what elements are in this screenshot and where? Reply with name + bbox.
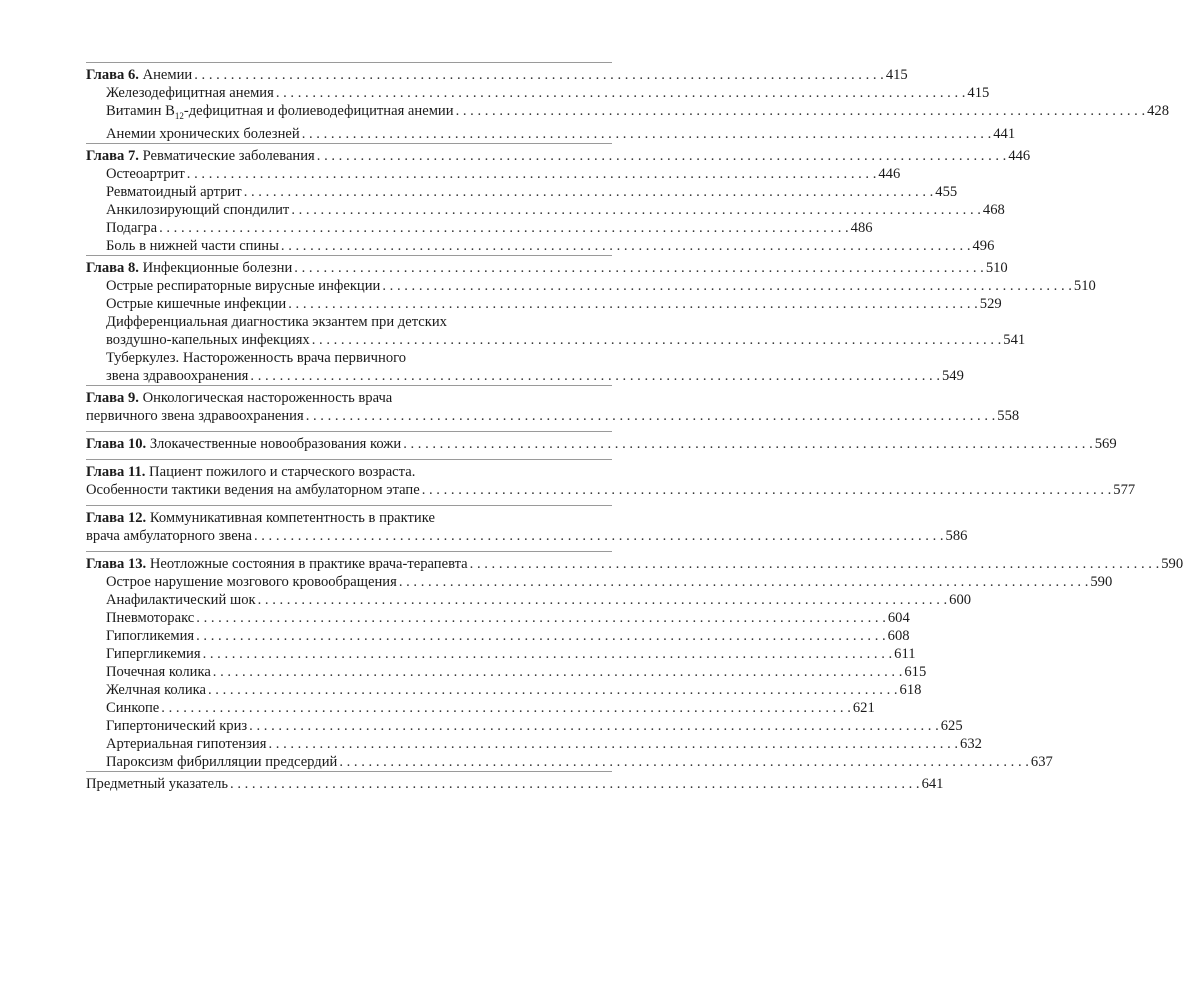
entry-title-part: Витамин B [106,103,175,119]
entry-title: Острые кишечные инфекции [106,295,287,312]
chapter-title-line-2: Особенности тактики ведения на амбулаторном этапе [86,481,420,498]
entry-title-line-2: звена здравоохранения [106,367,249,384]
entry-title: Ревматоидный артрит [106,183,242,200]
entry-title: Анемии хронических болезней [106,125,300,142]
toc-entry[interactable] [86,349,964,385]
page-number: 637 [1030,753,1053,770]
page-number: 590 [1161,555,1183,572]
entry-title: Подагра [106,219,158,236]
page-number: 428 [1147,103,1170,119]
chapter-9[interactable] [86,385,1020,431]
toc-entry[interactable] [86,201,1005,219]
entry-title: Острое нарушение мозгового кровообращения [106,573,397,590]
entry-title-line-1: Дифференциальная диагностика экзантем при детских [106,313,447,330]
page-number: 632 [960,735,982,752]
entry-title: Боль в нижней части спины [106,237,279,254]
page-number: 600 [949,591,972,608]
entry-title: Почечная колика [106,663,211,680]
page-number: 446 [1008,147,1031,164]
page-number: 468 [982,201,1005,218]
toc-entry[interactable] [86,125,1016,143]
toc-entry[interactable] [86,753,1053,771]
entry-title: Анафилактический шок [106,591,256,608]
chapter-number: Глава 10. [86,435,147,452]
page-number: 441 [993,125,1016,142]
chapter-number: Глава 12. [86,509,147,526]
chapter-number: Глава 6. [86,67,139,83]
chapter-title-line-1: Онкологическая настороженность врача [142,389,393,406]
page-number: 569 [1094,435,1117,452]
entry-title: Пароксизм фибрилляции предсердий [106,753,338,770]
toc-entry[interactable] [86,645,916,663]
entry-title-line-2: воздушно-капельных инфекциях [106,331,310,348]
entry-title: Пневмоторакс [106,609,195,626]
toc-entry[interactable] [86,735,982,753]
entry-title: Остеоартрит [106,165,185,182]
entry-title: Артериальная гипотензия [106,735,267,752]
chapter-number: Глава 13. [86,555,147,572]
toc-entry[interactable] [86,313,1026,349]
page-number: 486 [850,219,873,236]
entry-title: Желчная колика [106,681,206,698]
page-number: 621 [852,699,875,716]
toc-entry[interactable] [86,219,873,237]
subject-index[interactable] [86,771,944,793]
page-number: 510 [985,259,1008,276]
toc-entry[interactable] [86,609,910,627]
entry-title: Анкилозирующий спондилит [106,201,290,218]
toc-entry[interactable] [86,84,990,102]
subscript: 12 [174,110,184,121]
index-title: Предметный указатель [86,775,229,792]
entry-title-line-1: Туберкулез. Настороженность врача первичного [106,349,407,366]
toc-entry[interactable] [86,237,995,255]
page-number: 541 [1003,331,1026,348]
chapter-title-line-1: Коммуникативная компетентность в практике [149,509,435,526]
toc-entry[interactable] [86,183,958,201]
entry-title: Гипергликемия [106,645,201,662]
chapter-number: Глава 9. [86,389,139,406]
page-number: 415 [967,85,990,101]
page-number: 608 [887,627,910,644]
chapter-13 [86,551,1183,771]
chapter-number: Глава 11. [86,463,146,480]
page-number: 604 [887,609,910,626]
chapter-title: Неотложные состояния в практике врача-терапевта [149,555,468,572]
chapter-7 [86,143,1031,255]
toc-entry[interactable] [86,573,1113,591]
chapter-title-line-2: врача амбулаторного звена [86,527,252,544]
page-number: 455 [935,183,958,200]
page-number: 446 [878,165,901,182]
chapter-title: Злокачественные новообразования кожи [149,435,402,452]
entry-title: Железодефицитная анемия [106,85,274,101]
page-number: 586 [945,527,968,544]
page-number: 611 [894,645,916,662]
page-number: 496 [972,237,995,254]
toc-entry[interactable] [86,591,972,609]
page-number: 590 [1090,573,1113,590]
toc-entry[interactable] [86,681,922,699]
toc-entry[interactable] [86,165,901,183]
chapter-title-line-2: первичного звена здравоохранения [86,407,304,424]
toc-entry[interactable] [86,699,875,717]
toc-entry[interactable] [86,627,910,645]
chapter-title: Ревматические заболевания [142,147,315,164]
chapter-heading[interactable] [86,66,908,84]
page-number: 577 [1113,481,1136,498]
entry-title: Гипогликемия [106,627,195,644]
toc-entry[interactable] [86,717,963,735]
table-of-contents [86,62,1183,793]
entry-title: Гипертонический криз [106,717,248,734]
chapter-11[interactable] [86,459,1136,505]
chapter-8 [86,255,1096,385]
chapter-number: Глава 8. [86,259,139,276]
chapter-6 [86,62,1170,143]
page-number: 510 [1073,277,1096,294]
chapter-heading[interactable] [86,259,1008,277]
chapter-12[interactable] [86,505,968,551]
page-number: 549 [941,367,964,384]
chapter-title: Инфекционные болезни [142,259,293,276]
chapter-10[interactable] [86,431,1117,459]
page-number: 625 [940,717,963,734]
chapter-title-line-1: Пациент пожилого и старческого возраста. [149,463,416,480]
entry-title: Острые респираторные вирусные инфекции [106,277,381,294]
page-number: 618 [899,681,922,698]
toc-entry[interactable] [86,102,1170,125]
chapter-heading[interactable] [86,555,1183,573]
entry-title-part: -дефицитная и фолиеводефицитная анемии [183,103,454,119]
chapter-title: Анемии [142,67,193,83]
page-number: 558 [997,407,1020,424]
entry-title: Синкопе [106,699,160,716]
page-number: 529 [979,295,1002,312]
page-number: 615 [904,663,927,680]
toc-entry[interactable] [86,663,927,681]
chapter-heading[interactable] [86,147,1031,165]
chapter-number: Глава 7. [86,147,139,164]
page-number: 641 [921,775,944,792]
page-number: 415 [885,67,908,83]
toc-entry[interactable] [86,295,1002,313]
toc-entry[interactable] [86,277,1096,295]
